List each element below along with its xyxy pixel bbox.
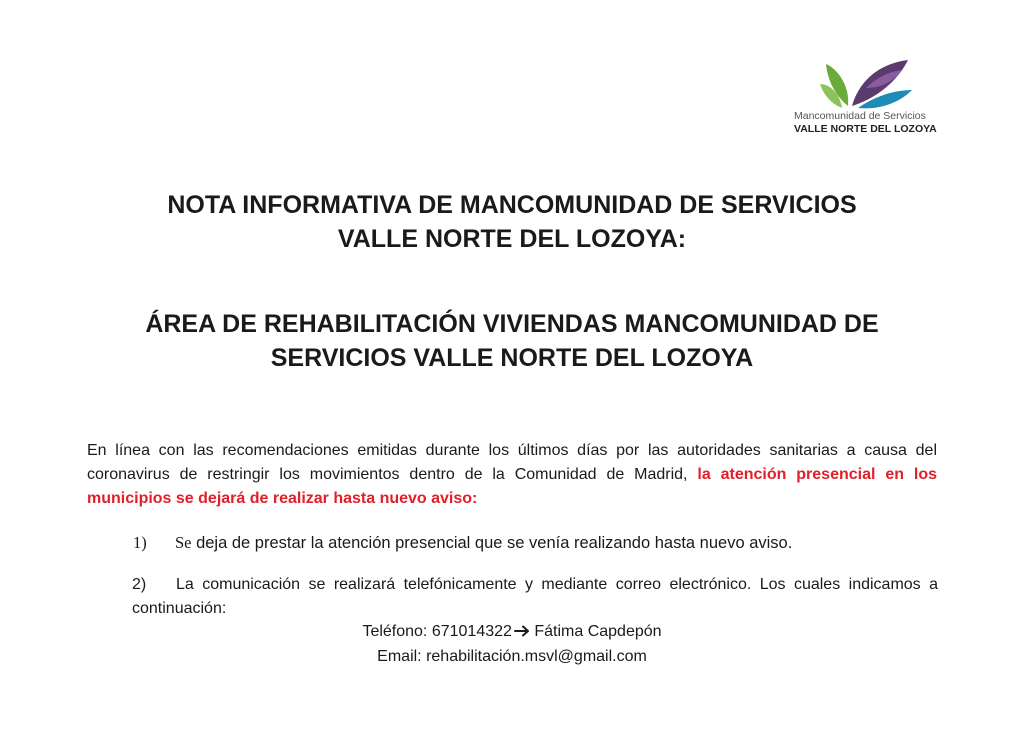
main-heading-line-2: VALLE NORTE DEL LOZOYA: [337, 225, 687, 253]
list-item-1-number: 1) [133, 533, 147, 552]
phone-label: Teléfono: 671014322 [362, 623, 512, 640]
logo [790, 50, 940, 140]
intro-highlight: la atención presencial en los municipios se dejará de realizar hasta nuevo aviso: [87, 466, 938, 507]
main-heading [80, 188, 944, 256]
list-item-2-text: La comunicación se realizará telefónicamente y mediante correo electrónico. Los cuales indicamos a continuación: [132, 576, 938, 617]
sub-heading [80, 307, 944, 375]
main-heading-line-1: NOTA INFORMATIVA DE MANCOMUNIDAD DE SERVICIOS [167, 191, 857, 219]
list-item-2 [132, 573, 938, 621]
contact-email: Email: rehabilitación.msvl@gmail.com [377, 648, 647, 665]
list-item-1-lead: Se [175, 533, 192, 552]
arrow-right-icon [514, 625, 530, 637]
logo-subtitle: Mancomunidad de Servicios [794, 110, 926, 122]
sub-heading-line-2: SERVICIOS VALLE NORTE DEL LOZOYA [270, 344, 754, 372]
list-item-1-text: deja de prestar la atención presencial que se venía realizando hasta nuevo aviso. [191, 534, 793, 552]
phone-contact-name: Fátima Capdepón [529, 623, 662, 640]
intro-paragraph [87, 439, 937, 511]
intro-text: En línea con las recomendaciones emitidas durante los últimos días por las autoridades sanitarias a causa del coronavirus de restringir los movimientos dentro de la Comunidad de Madrid, [87, 442, 937, 483]
contact-phone [160, 621, 864, 643]
mancomunidad-leaf-logo-icon [818, 54, 914, 110]
logo-title: VALLE NORTE DEL LOZOYA [794, 123, 937, 135]
list-item-2-number: 2) [132, 576, 147, 593]
list-item-1 [133, 531, 913, 555]
sub-heading-line-1: ÁREA DE REHABILITACIÓN VIVIENDAS MANCOMUNIDAD DE [145, 310, 879, 338]
